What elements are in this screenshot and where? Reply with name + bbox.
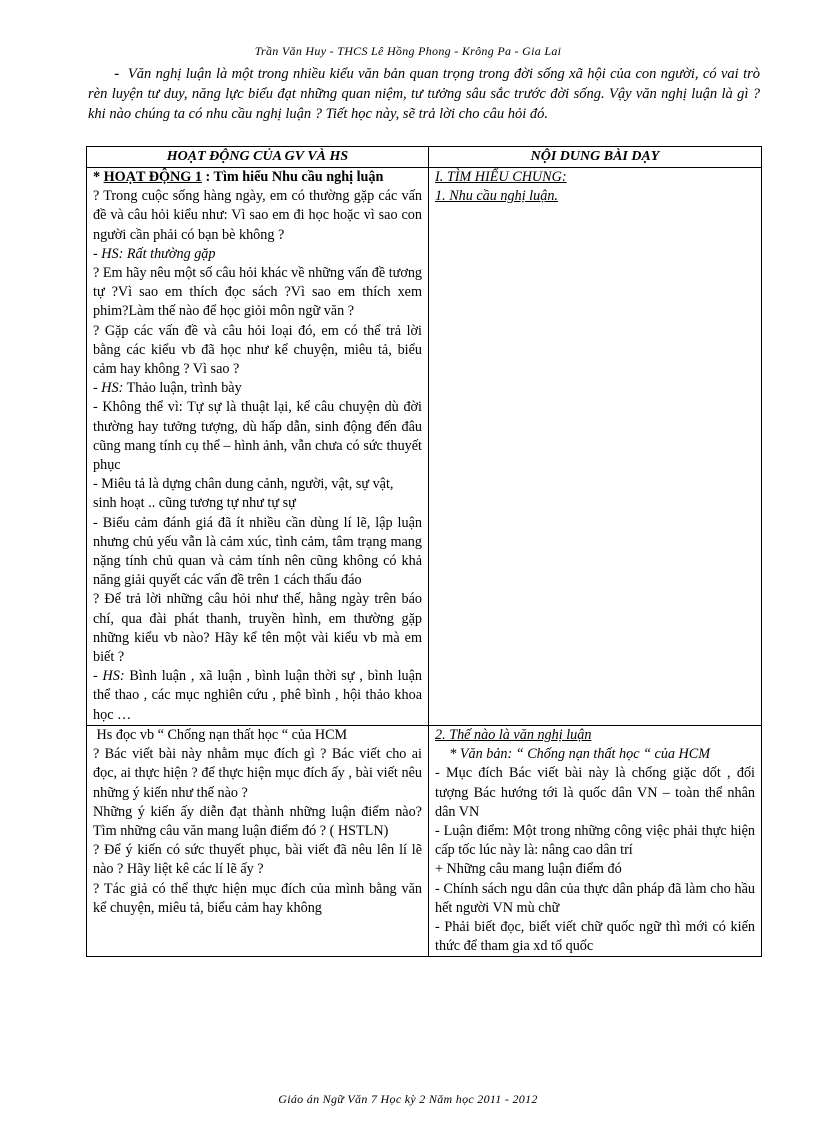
question-5: ? Bác viết bài này nhằm mục đích gì ? Bác viết cho ai đọc, ai thực hiện ? để thực hiện mục đích ấy , bài viết nêu những ý kiến như thế nào ?	[93, 746, 422, 801]
left-cell-activity-1	[87, 168, 429, 726]
content-argument-2: - Phải biết đọc, biết viết chữ quốc ngữ thì mới có kiến thức để tham gia xd tổ quốc	[435, 918, 755, 955]
section-1-title	[435, 168, 755, 187]
explanation-description-cont: sinh hoạt .. cũng tương tự như tự sự	[93, 495, 296, 512]
section-2-title	[435, 726, 755, 745]
question-2: ? Em hãy nêu một số câu hỏi khác về những vấn đề tương tự ?Vì sao em thích đọc sách ?Vì sao em thích xem phim?Làm thế nào để học giỏi môn ngữ văn ?	[93, 265, 423, 320]
activity-1-title: : Tìm hiểu Nhu cầu nghị luận	[201, 169, 384, 185]
explanation-expressive: - Biểu cảm đánh giá đã ít nhiều cần dùng lí lẽ, lập luận nhưng chủ yếu vẫn là cảm xúc, tình cảm, tâm trạng mang nặng tính chủ quan và cảm tính nên cũng không có khả năng giải quyết các vấn đề trên 1 cách thấu đáo	[93, 514, 422, 589]
question-4: ? Để trả lời những câu hỏi như thế, hằng ngày trên báo chí, qua đài phát thanh, truyền hình, em thường gặp những kiểu vb nào? Hãy kể tên một vài kiểu vb mà em biết ?	[93, 591, 422, 666]
answer-3-text: Thảo luận, trình bày	[123, 380, 242, 397]
header-content: NỘI DUNG BÀI DẠY	[429, 147, 762, 168]
page-footer: Giáo án Ngữ Văn 7 Học kỳ 2 Năm học 2011 - 2012	[278, 1092, 538, 1106]
answer-1: - HS: Rất thường gặp	[93, 245, 216, 262]
table-row	[87, 168, 762, 726]
content-thesis: - Luận điểm: Một trong những công việc phải thực hiện cấp tốc lúc này là: nâng cao dân trí	[435, 822, 755, 859]
reading-instruction-text: Hs đọc vb “ Chống nạn thất học “ của HCM	[96, 726, 348, 743]
question-1: ? Trong cuộc sống hàng ngày, em có thường gặp các vấn đề và câu hỏi kiểu như: Vì sao em đi học hoặc vì sao con người cần phải có bạn bè không ?	[93, 188, 422, 243]
answer-3	[93, 379, 422, 398]
content-thesis-sentences: + Những câu mang luận điểm đó	[435, 861, 622, 878]
table-row	[87, 725, 762, 956]
table-header-row	[87, 147, 762, 168]
right-cell-section-1	[429, 168, 762, 726]
page-header: Trần Văn Huy - THCS Lê Hồng Phong - Krông Pa - Gia Lai	[254, 44, 562, 58]
question-3: ? Gặp các vấn đề và câu hỏi loại đó, em có thể trả lời bằng các kiểu vb đã học như kể chuyện, miêu tả, biểu cảm hay không ? Vì sao ?	[93, 322, 422, 378]
content-argument-1: - Chính sách ngu dân của thực dân pháp đã làm cho hầu hết người VN mù chữ	[435, 880, 755, 916]
section-1-subtitle-text: 1. Nhu cầu nghị luận.	[435, 188, 558, 205]
question-6: Những ý kiến ấy diễn đạt thành những luận điểm nào? Tìm những câu văn mang luận điểm đó ? ( HSTLN)	[93, 803, 422, 839]
question-7: ? Để ý kiến có sức thuyết phục, bài viết đã nêu lên lí lẽ nào ? Hãy liệt kê các lí lẽ ấy ?	[93, 842, 422, 878]
left-cell-activity-2	[87, 725, 429, 956]
intro-paragraph	[88, 64, 760, 124]
activity-1-heading	[93, 168, 422, 187]
hs-label: - HS:	[93, 668, 125, 685]
explanation-description: - Miêu tả là dựng chân dung cảnh, người, vật, sự vật,	[93, 476, 394, 493]
explanation-narrative: - Không thể vì: Tự sự là thuật lại, kể câu chuyện dù đời thường hay tưởng tượng, dù hấp dẫn, sinh động đến đâu cũng mang tính cụ thể – hình ảnh, vẫn chưa có sức thuyết phục	[93, 399, 422, 474]
section-1-subtitle	[435, 187, 755, 206]
intro-dash: -	[114, 66, 120, 82]
question-8: ? Tác giả có thể thực hiện mục đích của mình bằng văn kể chuyện, miêu tả, biểu cảm hay không	[93, 880, 422, 916]
right-cell-section-2	[429, 725, 762, 956]
lesson-table	[86, 146, 762, 957]
text-reference	[435, 745, 755, 764]
header-activities: HOẠT ĐỘNG CỦA GV VÀ HS	[87, 147, 429, 168]
answer-4	[93, 667, 422, 725]
hs-label: - HS:	[93, 380, 124, 397]
activity-1-label: HOẠT ĐỘNG 1	[103, 169, 202, 185]
text-reference-label: * Văn bản: “ Chống nạn thất học “ của HCM	[449, 746, 711, 763]
answer-4-text: Bình luận , xã luận , bình luận thời sự , bình luận thể thao , các mục nghiên cứu , phê bình , hội thảo khoa học …	[93, 668, 422, 723]
section-1-title-text: I. TÌM HIỂU CHUNG:	[435, 169, 567, 185]
section-2-title-text: 2. Thế nào là văn nghị luận	[435, 726, 592, 743]
intro-text: Văn nghị luận là một trong nhiều kiểu văn bản quan trọng trong đời sống xã hội của con người, có vai trò rèn luyện tư duy, năng lực biểu đạt những quan niệm, tư tưởng sâu sắc trước đời sống. Vậy văn nghị luận là gì ? khi nào chúng ta có nhu cầu nghị luận ? Tiết học này, sẽ trả lời cho câu hỏi đó.	[88, 66, 761, 122]
reading-instruction	[93, 726, 422, 745]
activity-1-prefix: *	[93, 169, 104, 185]
content-purpose: - Mục đích Bác viết bài này là chống giặc dốt , đối tượng Bác hướng tới là quốc dân VN – toàn thể nhân dân VN	[435, 765, 755, 820]
